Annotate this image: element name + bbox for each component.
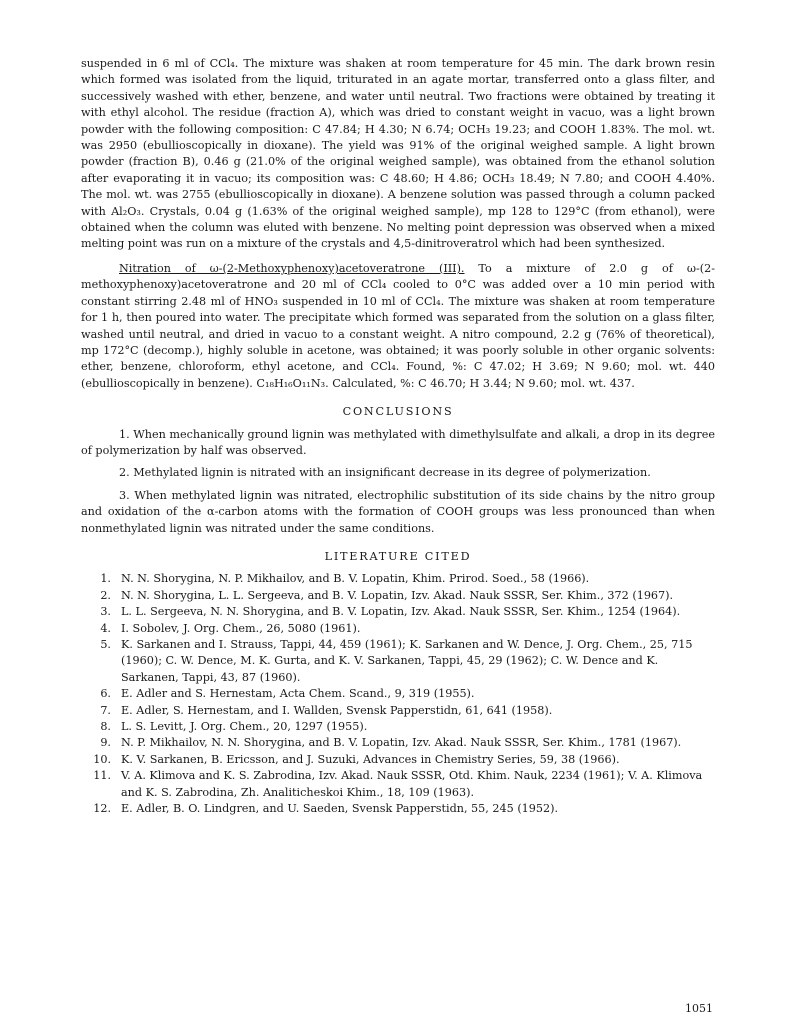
reference-text: E. Adler, S. Hernestam, and I. Wallden, Svensk Papperstidn, 61, 641 (1958).	[121, 703, 553, 717]
nitration-body: To a mixture of 2.0 g of ω-(2-methoxyphenoxy)acetoveratrone and 20 ml of CCl₄ cooled to 0°C was added over a 10 min period with constant stirring 2.48 ml of HNO₃ suspended in 10 ml of CCl₄. The mixture was shaken at room temperature for 1 h, then poured into water. The precipitate which formed was separated from the solution on a glass filter, washed until neutral, and dried in vacuo to a constant weight. A nitro compound, 2.2 g (76% of theoretical), mp 172°C (decomp.), highly soluble in acetone, was obtained; it was poorly soluble in other organic solvents: ether, benzene, chloroform, ethyl acetone, and CCl₄. Found, %: C 47.02; H 3.69; N 9.60; mol. wt. 440 (ebullioscopically in benzene). C₁₈H₁₆O₁₁N₃. Calculated, %: C 46.70; H 3.44; N 9.60; mol. wt. 437.	[81, 261, 715, 390]
reference-number: 11.	[93, 769, 111, 783]
reference-text: E. Adler and S. Hernestam, Acta Chem. Scand., 9, 319 (1955).	[121, 687, 475, 701]
reference-text: K. Sarkanen and I. Strauss, Tappi, 44, 459 (1961); K. Sarkanen and W. Dence, J. Org. Chem., 25, 715 (1960); C. W. Dence, M. K. Gurta, and K. V. Sarkanen, Tappi, 45, 29 (1962); C. W. Dence and K. Sarkanen, Tappi, 43, 87 (1960).	[121, 638, 693, 684]
conclusion-item: 2. Methylated lignin is nitrated with an insignificant decrease in its degree of polymerization.	[119, 466, 651, 480]
reference-text: N. N. Shorygina, L. L. Sergeeva, and B. V. Lopatin, Izv. Akad. Nauk SSSR, Ser. Khim., 372 (1967).	[121, 588, 674, 602]
reference-number: 10.	[93, 752, 111, 766]
reference-item	[81, 801, 715, 817]
reference-number: 8.	[100, 720, 111, 734]
reference-item	[81, 621, 715, 637]
experimental-paragraph: suspended in 6 ml of CCl₄. The mixture was shaken at room temperature for 45 min. The dark brown resin which formed was isolated from the liquid, triturated in an agate mortar, transferred onto a glass filter, and successively washed with ether, benzene, and water until neutral. Two fractions were obtained by treating it with ethyl alcohol. The residue (fraction A), which was dried to constant weight in vacuo, was a light brown powder with the following composition: C 47.84; H 4.30; N 6.74; OCH₃ 19.23; and COOH 1.83%. The mol. wt. was 2950 (ebullioscopically in dioxane). The yield was 91% of the original weighed sample. A light brown powder (fraction B), 0.46 g (21.0% of the original weighed sample), was obtained from the ethanol solution after evaporating it in vacuo; its composition was: C 48.60; H 4.86; OCH₃ 18.49; N 7.80; and COOH 4.40%. The mol. wt. was 2755 (ebullioscopically in dioxane). A benzene solution was passed through a column packed with Al₂O₃. Crystals, 0.04 g (1.63% of the original weighed sample), mp 128 to 129°C (from ethanol), were obtained when the column was eluted with benzene. No melting point depression was observed when a mixed melting point was run on a mixture of the crystals and 4,5-dinitroveratrol which had been synthesized.	[81, 57, 715, 251]
page-number: 1051	[685, 1002, 713, 1015]
conclusion-item: 1. When mechanically ground lignin was methylated with dimethylsulfate and alkali, a drop in its degree of polymerization by half was observed.	[81, 427, 715, 457]
reference-item	[81, 719, 715, 735]
reference-text: N. N. Shorygina, N. P. Mikhailov, and B. V. Lopatin, Khim. Prirod. Soed., 58 (1966).	[121, 572, 590, 586]
reference-text: K. V. Sarkanen, B. Ericsson, and J. Suzuki, Advances in Chemistry Series, 59, 38 (1966).	[121, 752, 620, 766]
paragraph-gap	[81, 253, 715, 261]
reference-item	[81, 752, 715, 768]
reference-number: 7.	[100, 703, 111, 717]
reference-number: 2.	[100, 588, 111, 602]
conclusion-item: 3. When methylated lignin was nitrated, electrophilic substitution of its side chains by the nitro group and oxidation of the α-carbon atoms with the formation of COOH groups was less pronounced than when nonmethylated lignin was nitrated under the same conditions.	[81, 488, 715, 535]
reference-text: L. L. Sergeeva, N. N. Shorygina, and B. V. Lopatin, Izv. Akad. Nauk SSSR, Ser. Khim., 1254 (1964).	[121, 605, 681, 619]
reference-number: 6.	[100, 687, 111, 701]
reference-number: 5.	[100, 638, 111, 651]
reference-item	[81, 571, 715, 587]
page-body	[81, 56, 715, 817]
reference-number: 9.	[100, 736, 111, 750]
reference-text: I. Sobolev, J. Org. Chem., 26, 5080 (1961).	[121, 621, 361, 635]
reference-list	[81, 571, 715, 817]
reference-number: 3.	[100, 605, 111, 619]
reference-item	[81, 703, 715, 719]
reference-item	[81, 604, 715, 620]
conclusions-heading: CONCLUSIONS	[342, 405, 454, 419]
reference-text: L. S. Levitt, J. Org. Chem., 20, 1297 (1955).	[121, 720, 368, 734]
reference-text: V. A. Klimova and K. S. Zabrodina, Izv. Akad. Nauk SSSR, Otd. Khim. Nauk, 2234 (1961); V. A. Klimova and K. S. Zabrodina, Zh. Analiticheskoi Khim., 18, 109 (1963).	[121, 769, 703, 799]
reference-number: 12.	[93, 802, 111, 816]
reference-text: E. Adler, B. O. Lindgren, and U. Saeden, Svensk Papperstidn, 55, 245 (1952).	[121, 802, 559, 816]
reference-item	[81, 768, 715, 801]
literature-heading: LITERATURE CITED	[324, 549, 472, 563]
reference-item	[81, 735, 715, 751]
reference-item	[81, 637, 715, 686]
nitration-paragraph	[81, 261, 715, 392]
reference-text: N. P. Mikhailov, N. N. Shorygina, and B. V. Lopatin, Izv. Akad. Nauk SSSR, Ser. Khim., 1781 (1967).	[121, 736, 682, 750]
reference-number: 1.	[100, 572, 111, 586]
reference-item	[81, 686, 715, 702]
reference-item	[81, 588, 715, 604]
nitration-title: Nitration of ω-(2-Methoxyphenoxy)acetoveratrone (III).	[119, 261, 465, 275]
reference-number: 4.	[100, 621, 111, 635]
